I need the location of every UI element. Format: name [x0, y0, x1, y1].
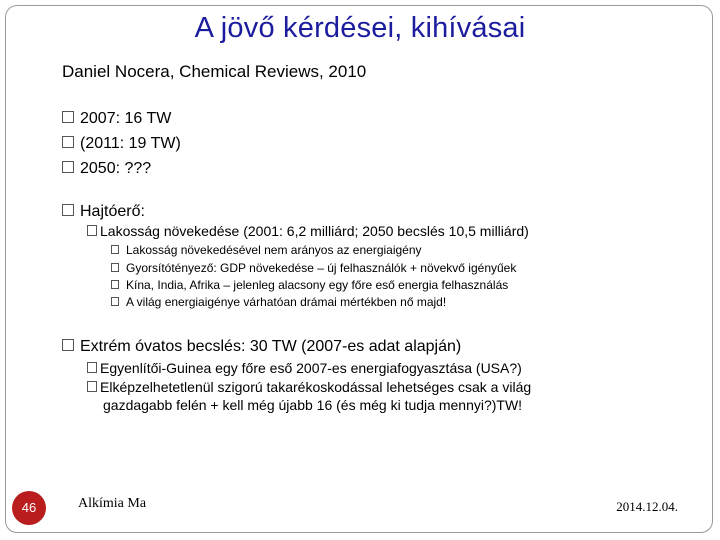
bullet-2007: 2007: 16 TW: [62, 110, 171, 128]
bullet-estimate-guinea: Egyenlítői-Guinea egy főre eső 2007-es energiafogyasztása (USA?): [87, 360, 522, 376]
bullet-population: Lakosság növekedése (2001: 6,2 milliárd; 2050 becslés 10,5 milliárd): [87, 223, 529, 239]
bullet-drivers-heading: Hajtóerő:: [62, 203, 145, 221]
bullet-2011: (2011: 19 TW): [62, 135, 181, 153]
bullet-2050: 2050: ???: [62, 160, 151, 178]
bullet-box-icon: [111, 297, 119, 306]
bullet-estimate-heading: Extrém óvatos becslés: 30 TW (2007-es adat alapján): [62, 338, 461, 356]
bullet-box-icon: [62, 204, 74, 216]
bullet-box-icon: [62, 111, 74, 123]
footer-date: 2014.12.04.: [616, 499, 678, 514]
slide-subtitle: Daniel Nocera, Chemical Reviews, 2010: [62, 62, 367, 81]
bullet-box-icon: [87, 362, 97, 373]
sub-bullet-detail: Lakosság növekedésével nem arányos az energiaigény: [111, 243, 422, 257]
slide-title: A jövő kérdései, kihívásai: [194, 12, 526, 44]
sub-bullet-detail: Gyorsítótényező: GDP növekedése – új felhasználók + növekvő igényűek: [111, 261, 516, 275]
sub-bullet-detail: A világ energiaigénye várhatóan drámai mértékben nő majd!: [111, 295, 446, 309]
bullet-box-icon: [62, 136, 74, 148]
bullet-box-icon: [62, 161, 74, 173]
bullet-box-icon: [87, 381, 97, 392]
page-number-badge: 46: [12, 491, 46, 525]
sub-bullet-detail: Kína, India, Afrika – jelenleg alacsony egy főre eső energia felhasználás: [111, 278, 508, 292]
bullet-box-icon: [87, 225, 97, 236]
footer-left-text: Alkímia Ma: [78, 496, 147, 511]
bullet-estimate-saving: Elképzelhetetlenül szigorú takarékoskodással lehetséges csak a világ: [87, 379, 531, 395]
bullet-box-icon: [111, 245, 119, 254]
bullet-box-icon: [62, 339, 74, 351]
bullet-box-icon: [111, 280, 119, 289]
bullet-box-icon: [111, 263, 119, 272]
bullet-estimate-saving-continued: gazdagabb felén + kell még újabb 16 (és még ki tudja mennyi?)TW!: [103, 397, 523, 413]
